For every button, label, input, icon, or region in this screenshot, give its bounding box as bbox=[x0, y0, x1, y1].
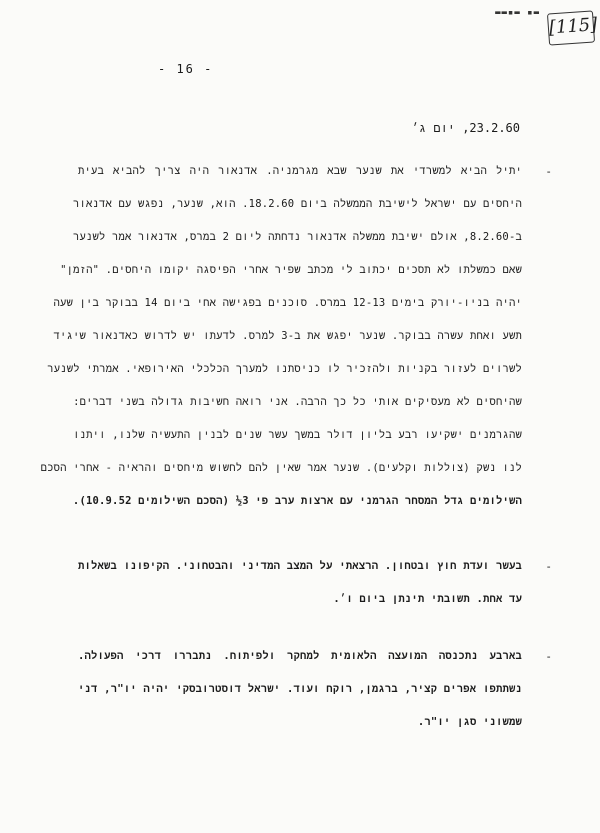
archive-mark: ▬▬▪▬ ▪▬ bbox=[495, 8, 540, 18]
text-line: ב-8.2.60, אולם ישיבת ממשלה אדנאור נדחתה ליום 2 במרס, אדנאור אמר לשנער bbox=[72, 231, 522, 243]
text-line: שמשוני סגן יו"ר. bbox=[417, 716, 522, 728]
text-line: השילומים גדל המסחר הגרמני עם ארצות ערב פי 3½ (הסכם השילומים 10.9.52). bbox=[72, 495, 522, 507]
paragraph-2 bbox=[78, 550, 552, 616]
archive-page-stamp: [115] bbox=[547, 10, 595, 45]
page-number: - 16 - bbox=[158, 62, 214, 76]
text-line: שהגרמנים ישקיעו רבע בליון דולר במשך עשר שנים לבנין התעשיה שלנו, ויתנו bbox=[73, 429, 522, 441]
text-line: היחסים עם ישראל לישיבת הממשלה ביום 18.2.60. הוא, שנער, נפגש עם אדנאור bbox=[72, 198, 522, 210]
paragraph-marker: - bbox=[545, 650, 552, 663]
text-line: לנו נשק (צוללות וקלעים). שנער אמר שאין להם לחשוש מיחסים והראיה - אחרי הסכם bbox=[40, 462, 522, 474]
diary-date: 23.2.60, יום ג׳ bbox=[411, 121, 520, 135]
text-line: תשע ואחת עשרה בבוקר. שנער יפגש את ב-3 למרס. לדעתו יש לדרוש כאדנאור שיגיד bbox=[53, 330, 522, 342]
text-line: יהיה בניו-יורק בימים 12-13 במרס. סוכנים בפגישה אחי ביום 14 בבוקר בין שעה bbox=[53, 297, 522, 309]
text-line: שאם כמשלתו לא תסכים יכתוב לי מכתב שפיר אחרי הפיסגה יקומו היחסים. "הזמן" bbox=[60, 264, 522, 276]
paragraph-1 bbox=[40, 155, 552, 518]
text-line: יתיל הביא למשרדי את שנער שבא מגרמניה. אדנאור היה צריך להביא בעית bbox=[78, 165, 522, 177]
text-line: בארבע נתכנסה המועצה הלאומית למחקר ולפיתוח. נתבררו דרכי הפעולה. bbox=[78, 650, 522, 662]
paragraph-marker: - bbox=[545, 165, 552, 178]
paragraph-marker: - bbox=[545, 560, 552, 573]
text-line: לשרוים לעזור בקניות ולהזכיר לו כניסתנו למערך הכלכלי האירופאי. אמרתי לשנער bbox=[47, 363, 522, 375]
text-line: נשתתפו אפרים קציר, ברגמן, רוקח ועוד. ישראל דוסטרובסקי יהיה יו"ר, דני bbox=[78, 683, 522, 695]
text-line: עד אחת. תשובתי תינתן ביום ו׳. bbox=[333, 593, 522, 605]
text-line: בעשר ועדת חוץ ובטחון. הרצאתי על המצב המדיני והבטחוני. הקיפונו בשאלות bbox=[78, 560, 522, 572]
paragraph-3 bbox=[78, 640, 552, 739]
text-line: שהיחסים לא מעסיקים אותי כל כך הרבה. אני רואה חשיבות גדולה בשני דברים: bbox=[73, 396, 522, 408]
